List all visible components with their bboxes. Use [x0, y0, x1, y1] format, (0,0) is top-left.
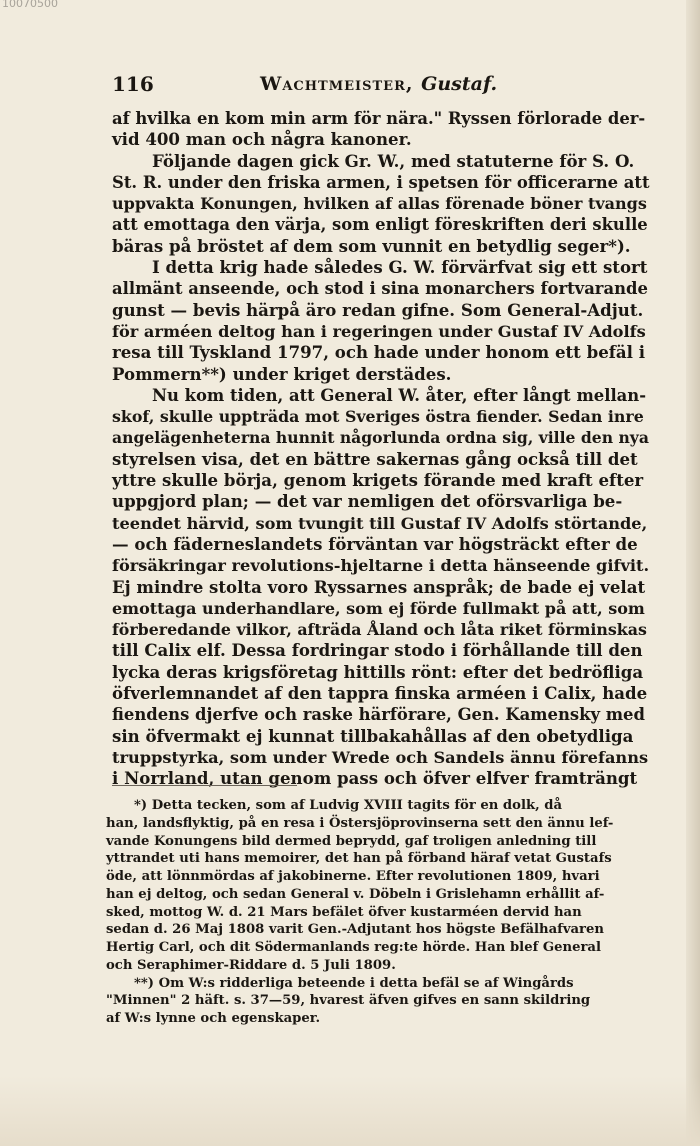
body-text-line: till Calix elf. Dessa fordringar stodo i förhållande till den [112, 640, 643, 661]
running-head-surname: Wachtmeister, [260, 73, 414, 95]
body-text-line: sin öfvermakt ej kunnat tillbakahållas af den obetydliga [112, 725, 634, 746]
footnote-line: yttrandet uti hans memoirer, det han på förband häraf vetat Gustafs [106, 851, 612, 867]
footnote-line: öde, att lönnmördas af jakobinerne. Efter revolutionen 1809, hvari [106, 869, 600, 884]
body-text-line: allmänt anseende, och stod i sina monarchers fortvarande [112, 279, 648, 299]
page-edge-shadow [686, 0, 700, 1146]
body-text-line: Nu kom tiden, att General W. åter, efter långt mellan- [152, 385, 647, 405]
body-text-line: fiendens djerfve och raske härförare, Gen. Kamensky med [112, 705, 645, 725]
body-text-line: bäras på bröstet af dem som vunnit en betydlig seger*). [112, 235, 631, 256]
body-text-line: Ej mindre stolta voro Ryssarnes anspråk; de bade ej velat [112, 576, 646, 597]
body-text-line: — och fäderneslandets förväntan var högsträckt efter de [112, 533, 638, 554]
body-text-line: lycka deras krigsföretag hittills rönt: efter det bedröfliga [112, 661, 644, 682]
footnote-line: sedan d. 26 Maj 1808 varit Gen.-Adjutant hos högste Befälhafvaren [106, 922, 604, 938]
main-text [112, 108, 650, 790]
footnote-line: Hertig Carl, och dit Södermanlands reg:te hörde. Han blef General [106, 940, 601, 955]
footnote-line: **) Om W:s ridderliga beteende i detta befäl se af Wingårds [134, 975, 574, 991]
body-text-line: försäkringar revolutions-hjeltarne i detta hänseende gifvit. [112, 556, 650, 576]
body-text-line: I detta krig hade således G. W. förvärfvat sig ett stort [152, 257, 648, 278]
body-text-line: gunst — bevis härpå äro redan gifne. Som General-Adjut. [112, 299, 644, 320]
footnote-line: "Minnen" 2 häft. s. 37—59, hvarest äfven gifves en sann skildring [106, 993, 591, 1009]
body-text-line: uppgjord plan; — det var nemligen det oförsvarliga be- [112, 491, 623, 512]
body-text-line: i Norrland, utan genom pass och öfver elfver framträngt [112, 768, 638, 789]
footnotes [106, 797, 648, 1028]
body-text-line: yttre skulle börja, genom krigets förande med kraft efter [112, 470, 644, 491]
body-text-line: af hvilka en kom min arm för nära." Ryssen förlorade der- [112, 109, 646, 128]
footnote-line: han, landsflyktig, på en resa i Östersjöprovinserna sett den ännu lef- [106, 815, 614, 831]
footnote-line: sked, mottog W. d. 21 Mars befälet öfver kustarméen dervid han [106, 904, 582, 920]
running-head [260, 73, 497, 95]
footnote-rule [112, 785, 297, 786]
body-text-line: att emottaga den värja, som enligt föreskriften deri skulle [112, 215, 648, 235]
body-text-line: öfverlemnandet af den tappra finska arméen i Calix, hade [112, 683, 648, 704]
footnote-line: vande Konungens bild dermed beprydd, gaf troligen anledning till [106, 833, 597, 849]
body-text-line: St. R. under den friska armen, i spetsen för officerarne att [112, 172, 650, 192]
body-text-line: vid 400 man och några kanoner. [112, 129, 412, 150]
footnote-line: och Seraphimer-Riddare d. 5 Juli 1809. [106, 957, 396, 973]
page-number: 116 [112, 72, 154, 96]
body-text-line: uppvakta Konungen, hvilken af allas förenade böner tvangs [112, 194, 647, 214]
page-id-stamp: 10070500 [2, 0, 58, 10]
body-text-line: truppstyrka, som under Wrede och Sandels ännu förefanns [112, 747, 649, 767]
body-text-line: emottaga underhandlare, som ej förde fullmakt på att, som [112, 598, 645, 618]
footnote-line: *) Detta tecken, som af Ludvig XVIII tagits för en dolk, då [134, 798, 563, 813]
body-text-line: Följande dagen gick Gr. W., med statuterne för S. O. [152, 150, 635, 171]
footnote-line: han ej deltog, och sedan General v. Döbeln i Grislehamn erhållit af- [106, 886, 605, 902]
body-text-line: styrelsen visa, det en bättre sakernas gång också till det [112, 448, 638, 469]
body-text-line: skof, skulle uppträda mot Sveriges östra fiender. Sedan inre [112, 407, 644, 427]
page-header [112, 72, 650, 100]
footnote-line: af W:s lynne och egenskaper. [106, 1011, 321, 1026]
running-head-given-name: Gustaf. [421, 73, 498, 95]
body-text-line: för arméen deltog han i regeringen under Gustaf IV Adolfs [112, 321, 646, 341]
body-text-line: teendet härvid, som tvungit till Gustaf IV Adolfs störtande, [112, 513, 648, 533]
body-text-line: förberedande vilkor, afträda Åland och låta riket förminskas [112, 620, 647, 640]
body-text-line: resa till Tyskland 1797, och hade under honom ett befäl i [112, 342, 646, 363]
body-text-line: Pommern**) under kriget derstädes. [112, 363, 452, 384]
body-text-line: angelägenheterna hunnit någorlunda ordna sig, ville den nya [112, 428, 649, 448]
page-bottom-shade [0, 1076, 700, 1146]
